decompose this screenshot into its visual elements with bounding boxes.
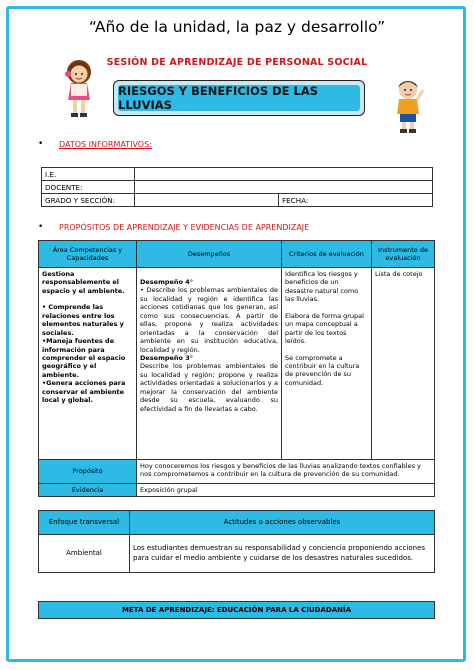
competencias-table bbox=[38, 240, 435, 497]
actitudes-value: Los estudiantes demuestran su responsabilidad y conciencia proponiendo acciones para cuidar el medio ambiente y cuidarse de los desastres naturales sucedidos. bbox=[130, 535, 435, 573]
meta-aprendizaje: META DE APRENDIZAJE: EDUCACIÓN PARA LA CIUDADANÍA bbox=[38, 601, 435, 619]
grado-value bbox=[135, 194, 279, 207]
header-criterios: Criterios de evaluación bbox=[282, 241, 372, 268]
enfoque-value: Ambiental bbox=[39, 535, 130, 573]
fecha-value bbox=[323, 194, 433, 207]
competencia-2: • Comprende las relaciones entre los elementos naturales y sociales. bbox=[42, 303, 124, 337]
desempenos-cell bbox=[137, 268, 282, 460]
criterio-3: Se compromete a contribuir en la cultura de prevención de su comunidad. bbox=[285, 353, 360, 387]
propositos-heading: PROPÓSITOS DE APRENDIZAJE Y EVIDENCIAS DE APRENDIZAJE bbox=[59, 223, 310, 232]
header-desempenos: Desempeños bbox=[137, 241, 282, 268]
docente-value bbox=[135, 181, 433, 194]
competencias-cell bbox=[39, 268, 137, 460]
instrumento-cell: Lista de cotejo bbox=[372, 268, 435, 460]
datos-informativos-heading: DATOS INFORMATIVOS: bbox=[59, 140, 152, 149]
ie-label: I.E. bbox=[42, 168, 135, 181]
desempeno-3-text: Describe los problemas ambientales de su localidad y región; propone y realiza actividades orientadas a solucionarlos y a mejorar la conservación del ambiente desde su escuela, evaluando su efectividad a fin de llevarlas a cabo. bbox=[140, 362, 278, 413]
actitudes-header: Actitudes o acciones observables bbox=[130, 511, 435, 535]
session-heading: SESIÓN DE APRENDIZAJE DE PERSONAL SOCIAL bbox=[106, 57, 368, 68]
desempeno-3-title: Desempeño 3° bbox=[140, 353, 194, 362]
enfoque-header: Enfoque transversal bbox=[39, 511, 130, 535]
desempeno-4-title: Desempeño 4° bbox=[140, 278, 194, 286]
criterio-1: Identifica los riesgos y beneficios de un desastre natural como las lluvias. bbox=[285, 270, 359, 304]
bullet: • bbox=[38, 139, 44, 149]
competencia-3: •Maneja fuentes de información para comprender el espacio geográfico y el ambiente. bbox=[42, 337, 126, 379]
session-title: RIESGOS Y BENEFICIOS DE LAS LLUVIAS bbox=[118, 85, 360, 111]
evidencia-label: Evidencia bbox=[39, 484, 137, 497]
fecha-label: FECHA: bbox=[279, 194, 324, 207]
bullet: • bbox=[38, 222, 44, 232]
criterios-cell bbox=[282, 268, 372, 460]
competencia-4: •Genera acciones para conservar el ambiente local y global. bbox=[42, 379, 126, 405]
docente-label: DOCENTE: bbox=[42, 181, 135, 194]
evidencia-text: Exposición grupal bbox=[137, 484, 435, 497]
criterio-2: Elabora de forma grupal un mapa conceptual a partir de los textos leídos. bbox=[285, 311, 364, 346]
enfoque-table bbox=[38, 510, 435, 573]
header-competencias: Área Competencias y Capacidades bbox=[39, 241, 137, 268]
year-motto: “Año de la unidad, la paz y desarrollo” bbox=[88, 18, 386, 36]
boy-illustration bbox=[392, 78, 424, 136]
title-banner bbox=[113, 80, 365, 116]
info-table bbox=[41, 167, 433, 207]
proposito-label: Propósito bbox=[39, 460, 137, 484]
grado-label: GRADO Y SECCIÓN: bbox=[42, 194, 135, 207]
desempeno-4-text: • Describe los problemas ambientales de su localidad y región e identifica las acciones cotidianas que los generan, así como sus consecuencias. A partir de ellas, propone y realiza actividades orientadas a la conservación del ambiente en su institución educativa, localidad y región. bbox=[140, 286, 278, 354]
header-instrumento: Instrumento de evaluación bbox=[372, 241, 435, 268]
ie-value bbox=[135, 168, 433, 181]
competencia-1: Gestiona responsablemente el espacio y el ambiente. bbox=[42, 270, 125, 295]
proposito-text: Hoy conoceremos los riesgos y beneficios de las lluvias analizando textos confiables y nos comprometemos a contribuir en la cultura de prevención de su comunidad. bbox=[137, 460, 435, 484]
